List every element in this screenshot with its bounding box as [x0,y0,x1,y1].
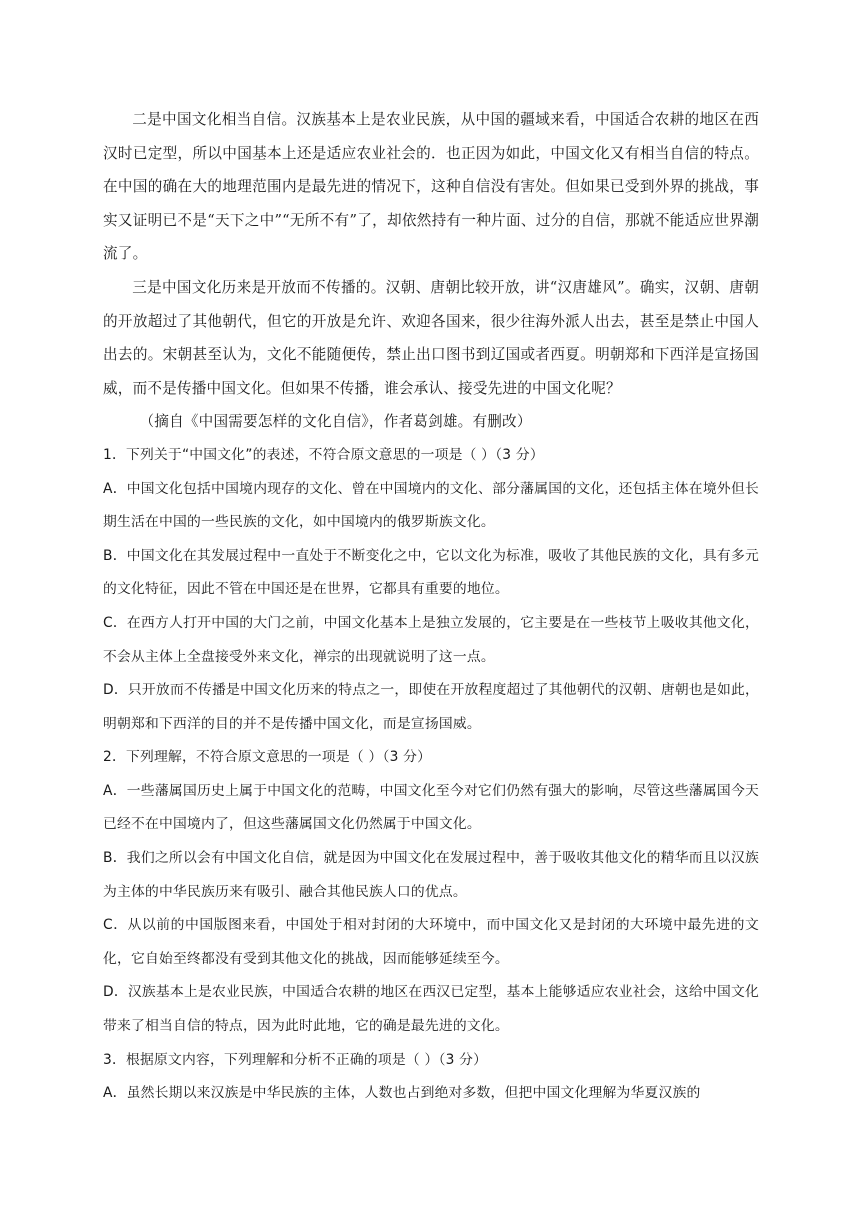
question-2-option-b: B．我们之所以会有中国文化自信，就是因为中国文化在发展过程中，善于吸收其他文化的精华而且以汉族为主体的中华民族历来有吸引、融合其他民族人口的优点。 [103,850,759,900]
question-2-option-d: D．汉族基本上是农业民族，中国适合农耕的地区在西汉已定型，基本上能够适应农业社会，这给中国文化带来了相当自信的特点，因为此时此地，它的确是最先进的文化。 [103,984,759,1035]
document-body [103,103,759,1111]
question-2-option-a: A．一些藩属国历史上属于中国文化的范畴，中国文化至今对它们仍然有强大的影响，尽管这些藩属国今天已经不在中国境内了，但这些藩属国文化仍然属于中国文化。 [103,782,759,833]
question-3-stem: 3．根据原文内容，下列理解和分析不正确的项是（ ）（3 分） [103,1051,488,1068]
question-1-option-c: C．在西方人打开中国的大门之前，中国文化基本上是独立发展的，它主要是在一些枝节上吸收其他文化，不会从主体上全盘接受外来文化，禅宗的出现就说明了这一点。 [103,614,759,665]
question-3-option-a: A．虽然长期以来汉族是中华民族的主体，人数也占到绝对多数，但把中国文化理解为华夏汉族的 [103,1085,701,1102]
paragraph-2: 二是中国文化相当自信。汉族基本上是农业民族，从中国的疆域来看，中国适合农耕的地区在西汉时已定型，所以中国基本上还是适应农业社会的．也正因为如此，中国文化又有相当自信的特点。在中国的确在大的地理范围内是最先进的情况下，这种自信没有害处。但如果已受到外界的挑战，事实又证明已不是“天下之中”“无所不有”了，却依然持有一种片面、过分的自信，那就不能适应世界潮流了。 [103,111,759,263]
question-1-stem: 1．下列关于“中国文化”的表述，不符合原文意思的一项是（ ）（3 分） [103,446,544,463]
question-1-option-b: B．中国文化在其发展过程中一直处于不断变化之中，它以文化为标准，吸收了其他民族的文化，具有多元的文化特征，因此不管在中国还是在世界，它都具有重要的地位。 [103,547,759,598]
paragraph-3: 三是中国文化历来是开放而不传播的。汉朝、唐朝比较开放，讲“汉唐雄风”。确实，汉朝、唐朝的开放超过了其他朝代，但它的开放是允许、欢迎各国来，很少往海外派人出去，甚至是禁止中国人出去的。宋朝甚至认为，文化不能随便传，禁止出口图书到辽国或者西夏。明朝郑和下西洋是宣扬国威，而不是传播中国文化。但如果不传播，谁会承认、接受先进的中国文化呢？ [103,278,759,397]
source-citation: （摘自《中国需要怎样的文化自信》，作者葛剑雄。有删改） [139,413,532,431]
question-1-option-d: D．只开放而不传播是中国文化历来的特点之一，即使在开放程度超过了其他朝代的汉朝、唐朝也是如此，明朝郑和下西洋的目的并不是传播中国文化，而是宣扬国威。 [103,682,759,732]
question-2-stem: 2．下列理解，不符合原文意思的一项是（ ）（3 分） [103,749,432,766]
question-1-option-a: A．中国文化包括中国境内现存的文化、曾在中国境内的文化、部分藩属国的文化，还包括主体在境外但长期生活在中国的一些民族的文化，如中国境内的俄罗斯族文化。 [103,480,759,531]
question-2-option-c: C．从以前的中国版图来看，中国处于相对封闭的大环境中，而中国文化又是封闭的大环境中最先进的文化，它自始至终都没有受到其他文化的挑战，因而能够延续至今。 [103,917,759,967]
